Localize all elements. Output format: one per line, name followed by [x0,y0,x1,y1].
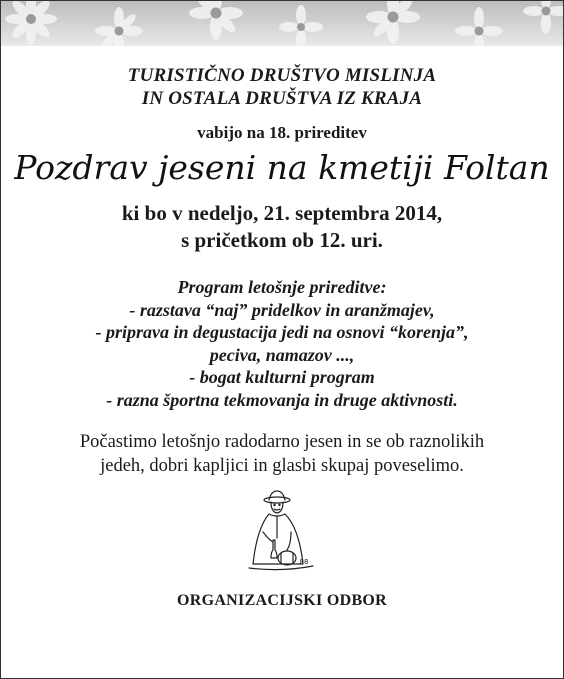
program-item: peciva, namazov ..., [209,344,355,365]
event-date [1,200,563,254]
program-heading: Program letošnje prireditve: [177,277,387,297]
organizing-committee-signature: ORGANIZACIJSKI ODBOR [176,592,388,609]
event-title: Pozdrav jeseni na kmetiji Foltan [14,148,550,187]
organizer-line-1: TURISTIČNO DRUŠTVO MISLINJA [127,65,437,86]
date-line-2: s pričetkom ob 12. uri. [181,228,383,252]
program-list [1,276,563,411]
program-item: - bogat kulturni program [189,367,375,387]
flower-banner [1,1,563,46]
man-with-barrel-illustration [247,488,317,576]
invites-line: vabijo na 18. prireditev [197,123,367,142]
daisy-flowers-image [1,1,563,46]
date-line-1: ki bo v nedeljo, 21. septembra 2014, [121,201,443,225]
program-item: - razstava “naj” pridelkov in aranžmajev, [129,299,435,320]
program-item: - razna športna tekmovanja in druge aktivnosti. [106,389,458,410]
closing-line-1: Počastimo letošnjo radodarno jesen in se ob raznolikih [79,432,485,452]
program-item: - priprava in degustacija jedi na osnovi “korenja”, [95,322,469,342]
organizer-line-2: IN OSTALA DRUŠTVA IZ KRAJA [141,88,423,109]
closing-line-2: jedeh, dobri kapljici in glasbi skupaj poveselimo. [100,455,464,476]
organizer-heading [1,64,563,110]
invitation-content [1,46,563,610]
illustration-inscription: 88 [299,558,309,566]
closing-paragraph [1,431,563,478]
